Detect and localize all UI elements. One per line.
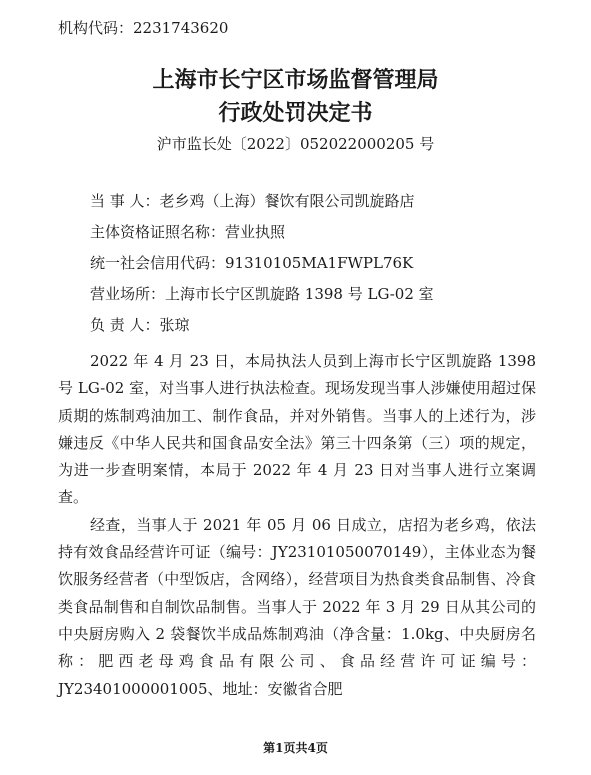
paragraph-2: 经查，当事人于 2021 年 05 月 06 日成立，店招为老乡鸡，依法持有效食品经营许可证（编号：JY23101050070149），主体业态为餐饮服务经营者（中型饭店，含网络），经营项目为热食类食品制售、冷食类食品制售和自制饮品制售。当事人于 2022 年 3 月 29 日从其公司的中央厨房购入 2 袋餐饮半成品炼制鸡油（净含量：1.0kg、中央厨房名称：肥西老母鸡食品有限公司、食品经营许可证编号：JY23401000001005、地址：安徽省合肥	[58, 515, 536, 698]
page-number: 第1页共4页	[263, 741, 328, 755]
license-type: 主体资格证照名称：营业执照	[90, 223, 286, 241]
party-name: 当 事 人：老乡鸡（上海）餐饮有限公司凯旋路店	[90, 192, 415, 210]
document-title: 行政处罚决定书	[218, 101, 373, 126]
person-in-charge: 负 责 人：张琼	[90, 316, 190, 334]
document-number: 沪市监长处〔2022〕052022000205 号	[156, 135, 435, 153]
org-code: 机构代码：2231743620	[58, 19, 229, 37]
business-address: 营业场所：上海市长宁区凯旋路 1398 号 LG-02 室	[90, 285, 434, 303]
credit-code: 统一社会信用代码：91310105MA1FWPL76K	[90, 254, 414, 272]
body-text	[58, 348, 536, 703]
authority-title: 上海市长宁区市场监督管理局	[152, 68, 439, 93]
paragraph-1: 2022 年 4 月 23 日，本局执法人员到上海市长宁区凯旋路 1398 号 LG-02 室，对当事人进行执法检查。现场发现当事人涉嫌使用超过保质期的炼制鸡油加工、制作食品，并对外销售。当事人的上述行为，涉嫌违反《中华人民共和国食品安全法》第三十四条第（三）项的规定，为进一步查明案情，本局于 2022 年 4 月 23 日对当事人进行立案调查。	[58, 352, 536, 507]
